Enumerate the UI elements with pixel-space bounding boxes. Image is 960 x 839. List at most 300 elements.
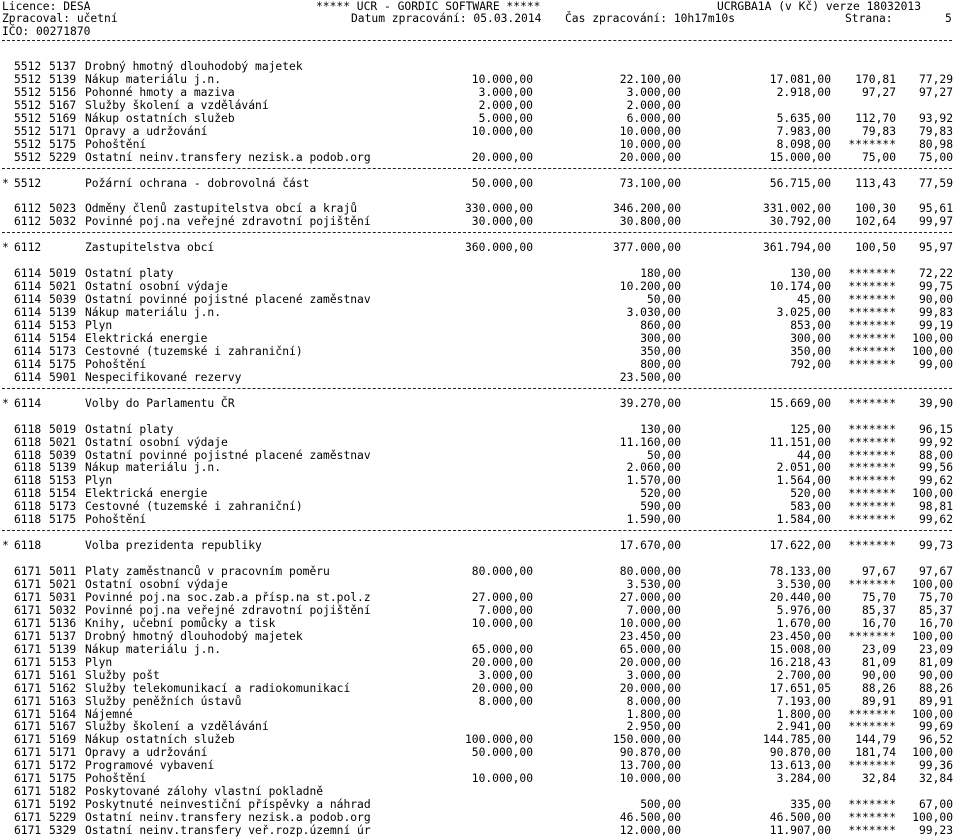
plneni-schvaleny-pct: 88,26	[861, 681, 896, 695]
plneni-upraveny-pct: 100,00	[912, 578, 953, 591]
schvaleny-rozpocet: 3.000,00	[478, 85, 533, 99]
plneni-schvaleny-pct: *******	[848, 293, 896, 307]
table-row	[0, 565, 960, 578]
table-row	[0, 487, 960, 500]
upraveny-rozpocet: 10.200,00	[619, 280, 681, 294]
skutecnost: 10.174,00	[769, 280, 831, 294]
polozka-code: 5329	[49, 824, 77, 838]
upraveny-rozpocet: 90.870,00	[619, 746, 681, 760]
plneni-upraveny-pct: 99,62	[918, 513, 953, 527]
skutecnost: 1.800,00	[776, 707, 831, 721]
polozka-code: 5031	[49, 590, 77, 604]
plneni-schvaleny-pct: *******	[848, 461, 896, 475]
upraveny-rozpocet: 6.000,00	[626, 111, 681, 125]
row-description: Služby školení a vzdělávání	[85, 98, 269, 112]
header-line-3	[0, 25, 960, 38]
skutecnost: 300,00	[790, 331, 831, 345]
schvaleny-rozpocet: 10.000,00	[471, 72, 533, 86]
total-plneni-upraveny-pct: 77,59	[918, 176, 953, 190]
plneni-upraveny-pct: 93,92	[918, 111, 953, 125]
plneni-schvaleny-pct: *******	[848, 798, 896, 812]
total-description: Volba prezidenta republiky	[85, 539, 262, 553]
row-description: Služby školení a vzdělávání	[85, 720, 269, 734]
row-description: Odměny členů zastupitelstva obcí a krajů	[85, 202, 358, 216]
row-description: Ostatní neinv.transfery veř.rozp.územní úr	[85, 824, 371, 838]
plneni-upraveny-pct: 23,09	[918, 642, 953, 656]
skutecnost: 15.000,00	[769, 150, 831, 164]
polozka-code: 5173	[49, 344, 77, 358]
polozka-code: 5163	[49, 694, 77, 708]
paragraf-code: 6118	[14, 448, 42, 462]
skutecnost: 20.440,00	[769, 590, 831, 604]
paragraf-code: 6171	[14, 565, 42, 579]
skutecnost: 8.098,00	[776, 137, 831, 151]
total-plneni-schvaleny-pct: *******	[848, 396, 896, 410]
upraveny-rozpocet: 20.000,00	[619, 681, 681, 695]
skutecnost: 331.002,00	[762, 202, 831, 216]
row-description: Nákup ostatních služeb	[85, 733, 235, 747]
upraveny-rozpocet: 3.000,00	[626, 85, 681, 99]
row-description: Knihy, učební pomůcky a tisk	[85, 616, 276, 630]
polozka-code: 5032	[49, 215, 77, 229]
plneni-schvaleny-pct: 75,00	[861, 150, 896, 164]
polozka-code: 5153	[49, 474, 77, 488]
polozka-code: 5154	[49, 331, 77, 345]
skutecnost: 17.081,00	[769, 72, 831, 86]
skutecnost: 3.025,00	[776, 306, 831, 320]
upraveny-rozpocet: 3.000,00	[626, 668, 681, 682]
table-row	[0, 319, 960, 332]
polozka-code: 5901	[49, 370, 77, 384]
polozka-code: 5019	[49, 422, 77, 436]
plneni-schvaleny-pct: 85,37	[861, 603, 896, 617]
table-row	[0, 746, 960, 759]
upraveny-rozpocet: 30.800,00	[619, 215, 681, 229]
row-description: Nespecifikované rezervy	[85, 370, 242, 384]
row-description: Elektrická energie	[85, 331, 208, 345]
paragraf-code: 6114	[14, 357, 42, 371]
plneni-schvaleny-pct: 181,74	[855, 746, 896, 760]
plneni-schvaleny-pct: *******	[848, 344, 896, 358]
upraveny-rozpocet: 300,00	[640, 331, 681, 345]
plneni-schvaleny-pct: *******	[848, 759, 896, 773]
polozka-code: 5161	[49, 668, 77, 682]
plneni-upraveny-pct: 99,97	[918, 215, 953, 229]
paragraf-code: 6171	[14, 720, 42, 734]
polozka-code: 5175	[49, 772, 77, 786]
section-separator	[2, 168, 952, 169]
row-description: Opravy a udržování	[85, 746, 208, 760]
table-row	[0, 604, 960, 617]
polozka-code: 5011	[49, 565, 77, 579]
skutecnost: 3.284,00	[776, 772, 831, 786]
total-upraveny-rozpocet: 73.100,00	[619, 176, 681, 190]
row-description: Povinné poj.na veřejné zdravotní pojištění	[85, 603, 371, 617]
total-skutecnost: 361.794,00	[762, 241, 831, 255]
plneni-schvaleny-pct: *******	[848, 319, 896, 332]
skutecnost: 13.613,00	[769, 759, 831, 773]
skutecnost: 7.983,00	[776, 124, 831, 138]
upraveny-rozpocet: 180,00	[640, 267, 681, 281]
table-row	[0, 371, 960, 384]
polozka-code: 5023	[49, 202, 77, 216]
plneni-upraveny-pct: 100,00	[912, 746, 953, 760]
upraveny-rozpocet: 8.000,00	[626, 694, 681, 708]
schvaleny-rozpocet: 80.000,00	[471, 565, 533, 579]
upraveny-rozpocet: 12.000,00	[619, 824, 681, 838]
total-paragraf-code: 6114	[14, 396, 42, 410]
upraveny-rozpocet: 50,00	[646, 293, 681, 307]
skutecnost: 17.651,05	[769, 681, 831, 695]
table-row	[0, 656, 960, 669]
upraveny-rozpocet: 346.200,00	[612, 202, 681, 216]
total-plneni-upraveny-pct: 99,73	[918, 539, 953, 553]
polozka-code: 5169	[49, 111, 77, 125]
schvaleny-rozpocet: 7.000,00	[478, 603, 533, 617]
table-row	[0, 578, 960, 591]
paragraf-code: 6118	[14, 487, 42, 501]
plneni-upraveny-pct: 99,83	[918, 306, 953, 320]
total-description: Požární ochrana - dobrovolná část	[85, 176, 310, 190]
row-description: Povinné poj.na veřejné zdravotní pojištění	[85, 215, 371, 229]
skutecnost: 11.151,00	[769, 435, 831, 449]
total-skutecnost: 17.622,00	[769, 539, 831, 553]
paragraf-code: 5512	[14, 111, 42, 125]
row-description: Služby pošt	[85, 668, 160, 682]
skutecnost: 792,00	[790, 357, 831, 371]
upraveny-rozpocet: 590,00	[640, 500, 681, 514]
skutecnost: 5.976,00	[776, 603, 831, 617]
schvaleny-rozpocet: 20.000,00	[471, 150, 533, 164]
paragraf-code: 5512	[14, 150, 42, 164]
plneni-schvaleny-pct: 75,70	[861, 590, 896, 604]
paragraf-code: 6171	[14, 811, 42, 825]
plneni-schvaleny-pct: 90,00	[861, 668, 896, 682]
paragraf-code: 6118	[14, 500, 42, 514]
table-row	[0, 500, 960, 513]
total-paragraf-code: 6112	[14, 241, 42, 255]
paragraf-code: 5512	[14, 72, 42, 86]
plneni-upraveny-pct: 100,00	[912, 707, 953, 721]
skutecnost: 23.450,00	[769, 629, 831, 643]
row-description: Ostatní povinné pojistné placené zaměstnav	[85, 293, 371, 307]
plneni-upraveny-pct: 96,15	[918, 422, 953, 436]
table-row	[0, 785, 960, 798]
table-row	[0, 643, 960, 656]
upraveny-rozpocet: 27.000,00	[619, 590, 681, 604]
plneni-schvaleny-pct: 32,84	[861, 772, 896, 786]
paragraf-code: 6171	[14, 694, 42, 708]
paragraf-code: 6114	[14, 306, 42, 320]
paragraf-code: 6114	[14, 319, 42, 332]
row-description: Ostatní osobní výdaje	[85, 435, 228, 449]
polozka-code: 5021	[49, 578, 77, 591]
skutecnost: 583,00	[790, 500, 831, 514]
paragraf-code: 5512	[14, 98, 42, 112]
plneni-schvaleny-pct: *******	[848, 422, 896, 436]
total-skutecnost: 56.715,00	[769, 176, 831, 190]
plneni-upraveny-pct: 75,70	[918, 590, 953, 604]
paragraf-code: 5512	[14, 85, 42, 99]
plneni-schvaleny-pct: *******	[848, 500, 896, 514]
plneni-schvaleny-pct: *******	[848, 137, 896, 151]
plneni-upraveny-pct: 100,00	[912, 331, 953, 345]
table-row	[0, 474, 960, 487]
plneni-upraveny-pct: 100,00	[912, 344, 953, 358]
row-description: Nákup materiálu j.n.	[85, 642, 222, 656]
paragraf-code: 6112	[14, 215, 42, 229]
table-row	[0, 695, 960, 708]
table-row	[0, 345, 960, 358]
total-plneni-schvaleny-pct: *******	[848, 539, 896, 553]
skutecnost: 44,00	[796, 448, 831, 462]
plneni-upraveny-pct: 100,00	[912, 811, 953, 825]
upraveny-rozpocet: 22.100,00	[619, 72, 681, 86]
row-description: Pohoštění	[85, 513, 147, 527]
total-schvaleny-rozpocet: 360.000,00	[464, 241, 533, 255]
paragraf-code: 6118	[14, 435, 42, 449]
table-row	[0, 138, 960, 151]
total-plneni-schvaleny-pct: 100,50	[855, 241, 896, 255]
table-row	[0, 513, 960, 526]
plneni-schvaleny-pct: 16,70	[861, 616, 896, 630]
table-row	[0, 332, 960, 345]
paragraf-code: 6171	[14, 603, 42, 617]
paragraf-code: 6171	[14, 733, 42, 747]
schvaleny-rozpocet: 3.000,00	[478, 668, 533, 682]
schvaleny-rozpocet: 65.000,00	[471, 642, 533, 656]
skutecnost: 2.918,00	[776, 85, 831, 99]
plneni-upraveny-pct: 99,69	[918, 720, 953, 734]
polozka-code: 5039	[49, 448, 77, 462]
polozka-code: 5182	[49, 785, 77, 799]
skutecnost: 1.564,00	[776, 474, 831, 488]
plneni-schvaleny-pct: *******	[848, 280, 896, 294]
row-description: Plyn	[85, 474, 113, 488]
schvaleny-rozpocet: 20.000,00	[471, 681, 533, 695]
paragraf-code: 6118	[14, 422, 42, 436]
polozka-code: 5175	[49, 137, 77, 151]
polozka-code: 5139	[49, 306, 77, 320]
plneni-upraveny-pct: 99,62	[918, 474, 953, 488]
plneni-upraveny-pct: 99,92	[918, 435, 953, 449]
polozka-code: 5021	[49, 435, 77, 449]
upraveny-rozpocet: 860,00	[640, 319, 681, 332]
row-description: Nákup ostatních služeb	[85, 111, 235, 125]
row-description: Plyn	[85, 655, 113, 669]
row-description: Ostatní platy	[85, 422, 174, 436]
paragraf-code: 6171	[14, 668, 42, 682]
polozka-code: 5039	[49, 293, 77, 307]
header-line-2	[0, 12, 960, 25]
row-description: Opravy a udržování	[85, 124, 208, 138]
schvaleny-rozpocet: 30.000,00	[471, 215, 533, 229]
cas-zpracovani: Čas zpracování: 10h17m10s	[565, 12, 736, 25]
polozka-code: 5153	[49, 655, 77, 669]
skutecnost: 2.051,00	[776, 461, 831, 475]
section-total-row	[0, 397, 960, 410]
polozka-code: 5156	[49, 85, 77, 99]
paragraf-code: 5512	[14, 60, 42, 73]
plneni-upraveny-pct: 81,09	[918, 655, 953, 669]
schvaleny-rozpocet: 20.000,00	[471, 655, 533, 669]
upraveny-rozpocet: 3.530,00	[626, 578, 681, 591]
skutecnost: 78.133,00	[769, 565, 831, 579]
table-row	[0, 720, 960, 733]
skutecnost: 7.193,00	[776, 694, 831, 708]
plneni-upraveny-pct: 89,91	[918, 694, 953, 708]
polozka-code: 5136	[49, 616, 77, 630]
zpracoval: Zpracoval: učetní	[2, 12, 118, 25]
paragraf-code: 6118	[14, 474, 42, 488]
polozka-code: 5137	[49, 60, 77, 73]
strana-label: Strana:	[845, 12, 893, 25]
section-total-row	[0, 177, 960, 190]
plneni-upraveny-pct: 67,00	[918, 798, 953, 812]
polozka-code: 5172	[49, 759, 77, 773]
row-description: Služby peněžních ústavů	[85, 694, 242, 708]
plneni-upraveny-pct: 100,00	[912, 487, 953, 501]
plneni-upraveny-pct: 97,27	[918, 85, 953, 99]
plneni-upraveny-pct: 96,52	[918, 733, 953, 747]
datum-zpracovani: Datum zpracování: 05.03.2014	[351, 12, 542, 25]
table-row	[0, 436, 960, 449]
paragraf-code: 6171	[14, 629, 42, 643]
plneni-upraveny-pct: 88,00	[918, 448, 953, 462]
total-plneni-upraveny-pct: 39,90	[918, 396, 953, 410]
polozka-code: 5139	[49, 72, 77, 86]
polozka-code: 5021	[49, 280, 77, 294]
table-row	[0, 202, 960, 215]
paragraf-code: 5512	[14, 137, 42, 151]
paragraf-code: 6171	[14, 707, 42, 721]
plneni-upraveny-pct: 88,26	[918, 681, 953, 695]
row-description: Elektrická energie	[85, 487, 208, 501]
table-row	[0, 708, 960, 721]
schvaleny-rozpocet: 10.000,00	[471, 616, 533, 630]
table-row	[0, 772, 960, 785]
row-description: Pohoštění	[85, 772, 147, 786]
skutecnost: 520,00	[790, 487, 831, 501]
upraveny-rozpocet: 10.000,00	[619, 137, 681, 151]
skutecnost: 144.785,00	[762, 733, 831, 747]
row-description: Plyn	[85, 319, 113, 332]
row-description: Cestovné (tuzemské i zahraniční)	[85, 500, 303, 514]
plneni-schvaleny-pct: *******	[848, 435, 896, 449]
upraveny-rozpocet: 65.000,00	[619, 642, 681, 656]
polozka-code: 5137	[49, 629, 77, 643]
row-description: Ostatní platy	[85, 267, 174, 281]
row-description: Pohonné hmoty a maziva	[85, 85, 235, 99]
row-description: Poskytnuté neinvestiční příspěvky a náhrad	[85, 798, 371, 812]
section-separator	[2, 530, 952, 531]
paragraf-code: 6171	[14, 798, 42, 812]
row-description: Ostatní povinné pojistné placené zaměstnav	[85, 448, 371, 462]
total-marker: *	[2, 539, 9, 553]
table-row	[0, 215, 960, 228]
upraveny-rozpocet: 80.000,00	[619, 565, 681, 579]
paragraf-code: 6118	[14, 513, 42, 527]
plneni-schvaleny-pct: 100,30	[855, 202, 896, 216]
polozka-code: 5173	[49, 500, 77, 514]
plneni-upraveny-pct: 99,19	[918, 319, 953, 332]
paragraf-code: 6171	[14, 785, 42, 799]
row-description: Nákup materiálu j.n.	[85, 306, 222, 320]
total-marker: *	[2, 241, 9, 255]
total-marker: *	[2, 396, 9, 410]
skutecnost: 30.792,00	[769, 215, 831, 229]
paragraf-code: 6171	[14, 616, 42, 630]
upraveny-rozpocet: 7.000,00	[626, 603, 681, 617]
total-upraveny-rozpocet: 39.270,00	[619, 396, 681, 410]
table-row	[0, 358, 960, 371]
row-description: Programové vybavení	[85, 759, 215, 773]
plneni-schvaleny-pct: *******	[848, 629, 896, 643]
paragraf-code: 6114	[14, 293, 42, 307]
upraveny-rozpocet: 2.000,00	[626, 98, 681, 112]
plneni-upraveny-pct: 97,67	[918, 565, 953, 579]
upraveny-rozpocet: 2.950,00	[626, 720, 681, 734]
plneni-schvaleny-pct: 144,79	[855, 733, 896, 747]
polozka-code: 5153	[49, 319, 77, 332]
table-row	[0, 617, 960, 630]
schvaleny-rozpocet: 27.000,00	[471, 590, 533, 604]
table-row	[0, 86, 960, 99]
schvaleny-rozpocet: 8.000,00	[478, 694, 533, 708]
upraveny-rozpocet: 800,00	[640, 357, 681, 371]
plneni-upraveny-pct: 72,22	[918, 267, 953, 281]
upraveny-rozpocet: 13.700,00	[619, 759, 681, 773]
schvaleny-rozpocet: 5.000,00	[478, 111, 533, 125]
table-row	[0, 151, 960, 164]
table-row	[0, 280, 960, 293]
plneni-upraveny-pct: 99,56	[918, 461, 953, 475]
polozka-code: 5154	[49, 487, 77, 501]
plneni-upraveny-pct: 90,00	[918, 668, 953, 682]
polozka-code: 5167	[49, 720, 77, 734]
table-row	[0, 798, 960, 811]
plneni-upraveny-pct: 32,84	[918, 772, 953, 786]
skutecnost: 3.530,00	[776, 578, 831, 591]
paragraf-code: 6171	[14, 824, 42, 838]
plneni-schvaleny-pct: *******	[848, 357, 896, 371]
upraveny-rozpocet: 1.590,00	[626, 513, 681, 527]
row-description: Drobný hmotný dlouhodobý majetek	[85, 629, 303, 643]
skutecnost: 16.218,43	[769, 655, 831, 669]
polozka-code: 5139	[49, 642, 77, 656]
plneni-schvaleny-pct: 170,81	[855, 72, 896, 86]
table-row	[0, 811, 960, 824]
header-rule	[2, 40, 952, 41]
skutecnost: 125,00	[790, 422, 831, 436]
plneni-schvaleny-pct: *******	[848, 306, 896, 320]
plneni-schvaleny-pct: *******	[848, 474, 896, 488]
skutecnost: 46.500,00	[769, 811, 831, 825]
table-row	[0, 669, 960, 682]
plneni-upraveny-pct: 99,75	[918, 280, 953, 294]
plneni-upraveny-pct: 100,00	[912, 629, 953, 643]
upraveny-rozpocet: 1.800,00	[626, 707, 681, 721]
polozka-code: 5169	[49, 733, 77, 747]
row-description: Drobný hmotný dlouhodobý majetek	[85, 60, 303, 73]
plneni-upraveny-pct: 77,29	[918, 72, 953, 86]
plneni-upraveny-pct: 80,98	[918, 137, 953, 151]
row-description: Povinné poj.na soc.zab.a přísp.na st.pol.z	[85, 590, 371, 604]
upraveny-rozpocet: 11.160,00	[619, 435, 681, 449]
row-description: Nákup materiálu j.n.	[85, 461, 222, 475]
skutecnost: 90.870,00	[769, 746, 831, 760]
section-total-row	[0, 241, 960, 254]
